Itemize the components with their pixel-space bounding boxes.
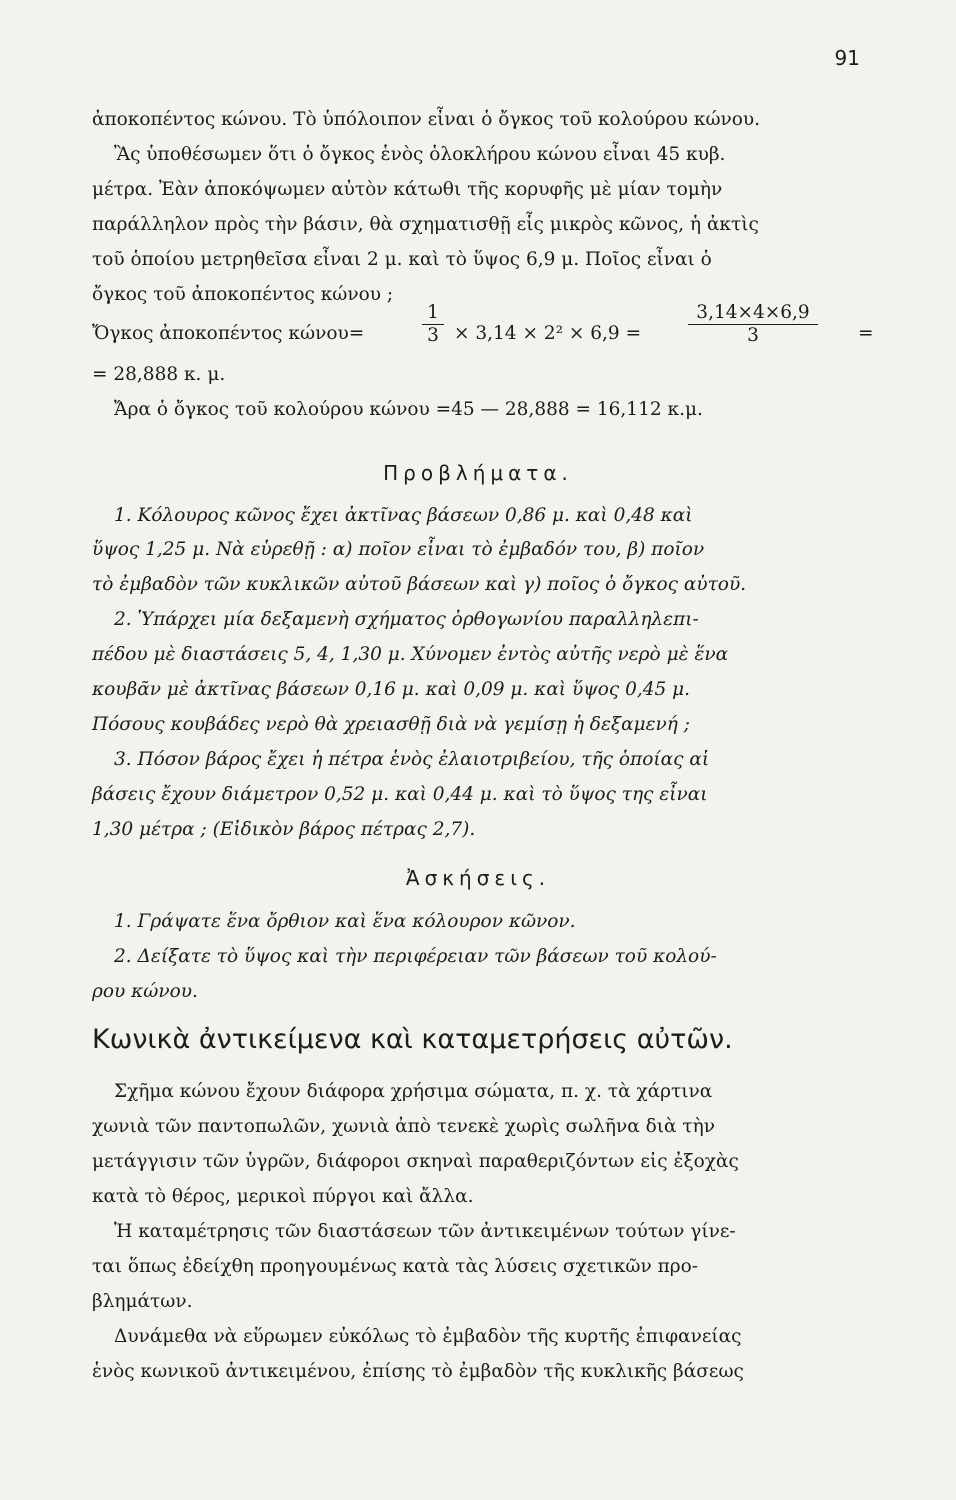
section-line: μετάγγισιν τῶν ὑγρῶν, διάφοροι σκηναὶ παραθεριζόντων εἰς ἐξοχὰς xyxy=(92,1151,739,1172)
exercise-line: 1. Γράψατε ἕνα ὄρθιον καὶ ἕνα κόλουρον κῶνον. xyxy=(114,911,576,932)
formula-middle: × 3,14 × 2² × 6,9 = xyxy=(454,323,642,344)
text-line: ἀποκοπέντος κώνου. Τὸ ὑπόλοιπον εἶναι ὁ ὄγκος τοῦ κολούρου κώνου. xyxy=(92,109,761,130)
exercises-heading: Ἀσκήσεις. xyxy=(405,866,551,890)
fraction-numerator: 1 xyxy=(422,302,444,325)
section-line: χωνιὰ τῶν παντοπωλῶν, χωνιὰ ἀπὸ τενεκὲ χωρὶς σωλῆνα διὰ τὴν xyxy=(92,1116,715,1137)
section-line: ἑνὸς κωνικοῦ ἀντικειμένου, ἐπίσης τὸ ἐμβαδὸν τῆς κυκλικῆς βάσεως xyxy=(92,1361,744,1382)
section-line: Σχῆμα κώνου ἔχουν διάφορα χρήσιμα σώματα, π. χ. τὰ χάρτινα xyxy=(114,1081,713,1102)
fraction-denominator: 3 xyxy=(747,325,759,346)
text-line: τοῦ ὁποίου μετρηθεῖσα εἶναι 2 μ. καὶ τὸ ὕψος 6,9 μ. Ποῖος εἶναι ὁ xyxy=(92,249,712,270)
fraction-product xyxy=(688,302,818,347)
exercise-line: 2. Δείξατε τὸ ὕψος καὶ τὴν περιφέρειαν τῶν βάσεων τοῦ κολού- xyxy=(114,946,717,967)
problem-line: τὸ ἐμβαδὸν τῶν κυκλικῶν αὐτοῦ βάσεων καὶ γ) ποῖος ὁ ὄγκος αὐτοῦ. xyxy=(92,574,747,595)
text-line: μέτρα. Ἐὰν ἀποκόψωμεν αὐτὸν κάτωθι τῆς κορυφῆς μὲ μίαν τομὴν xyxy=(92,179,723,200)
fraction-one-third xyxy=(422,302,444,347)
formula-result: = 28,888 κ. μ. xyxy=(92,364,226,385)
section-line: Ἡ καταμέτρησις τῶν διαστάσεων τῶν ἀντικειμένων τούτων γίνε- xyxy=(114,1221,736,1242)
text-line: Ἂς ὑποθέσωμεν ὅτι ὁ ὄγκος ἑνὸς ὁλοκλήρου κώνου εἶναι 45 κυβ. xyxy=(114,144,726,165)
problems-heading: Προβλήματα. xyxy=(383,461,573,485)
formula-tail: = xyxy=(858,323,874,344)
page-number: 91 xyxy=(834,46,860,70)
section-line: Δυνάμεθα νὰ εὕρωμεν εὐκόλως τὸ ἐμβαδὸν τῆς κυρτῆς ἐπιφανείας xyxy=(114,1326,742,1347)
problem-line: 3. Πόσον βάρος ἔχει ἡ πέτρα ἑνὸς ἐλαιοτριβείου, τῆς ὁποίας αἱ xyxy=(114,749,710,770)
fraction-numerator: 3,14×4×6,9 xyxy=(688,302,818,325)
section-line: βλημάτων. xyxy=(92,1291,193,1312)
problem-line: 1,30 μέτρα ; (Εἰδικὸν βάρος πέτρας 2,7). xyxy=(92,819,476,840)
problem-line: 2. Ὑπάρχει μία δεξαμενὴ σχήματος ὀρθογωνίου παραλληλεπι- xyxy=(114,609,699,630)
text-line: παράλληλον πρὸς τὴν βάσιν, θὰ σχηματισθῇ εἷς μικρὸς κῶνος, ἡ ἀκτὶς xyxy=(92,214,759,235)
problem-line: ὕψος 1,25 μ. Νὰ εὑρεθῇ : α) ποῖον εἶναι τὸ ἐμβαδόν του, β) ποῖον xyxy=(92,539,705,560)
problem-line: κουβᾶν μὲ ἀκτῖνας βάσεων 0,16 μ. καὶ 0,09 μ. καὶ ὕψος 0,45 μ. xyxy=(92,679,691,700)
problem-line: πέδου μὲ διαστάσεις 5, 4, 1,30 μ. Χύνομεν ἐντὸς αὐτῆς νερὸ μὲ ἕνα xyxy=(92,644,729,665)
problem-line: 1. Κόλουρος κῶνος ἔχει ἀκτῖνας βάσεων 0,86 μ. καὶ 0,48 καὶ xyxy=(114,505,693,526)
text-line: ὄγκος τοῦ ἀποκοπέντος κώνου ; xyxy=(92,284,394,305)
fraction-denominator: 3 xyxy=(427,325,439,346)
section-title: Κωνικὰ ἀντικείμενα καὶ καταμετρήσεις αὐτῶν. xyxy=(92,1024,733,1055)
exercise-line: ρου κώνου. xyxy=(92,981,198,1002)
remainder-line: Ἄρα ὁ ὄγκος τοῦ κολούρου κώνου =45 — 28,888 = 16,112 κ.μ. xyxy=(114,399,703,420)
section-line: κατὰ τὸ θέρος, μερικοὶ πύργοι καὶ ἄλλα. xyxy=(92,1186,474,1207)
section-line: ται ὅπως ἐδείχθη προηγουμένως κατὰ τὰς λύσεις σχετικῶν προ- xyxy=(92,1256,699,1277)
problem-line: βάσεις ἔχουν διάμετρον 0,52 μ. καὶ 0,44 μ. καὶ τὸ ὕψος της εἶναι xyxy=(92,784,708,805)
problem-line: Πόσους κουβάδες νερὸ θὰ χρειασθῇ διὰ νὰ γεμίσῃ ἡ δεξαμενή ; xyxy=(92,714,690,735)
formula-label: Ὄγκος ἀποκοπέντος κώνου= xyxy=(92,323,365,344)
